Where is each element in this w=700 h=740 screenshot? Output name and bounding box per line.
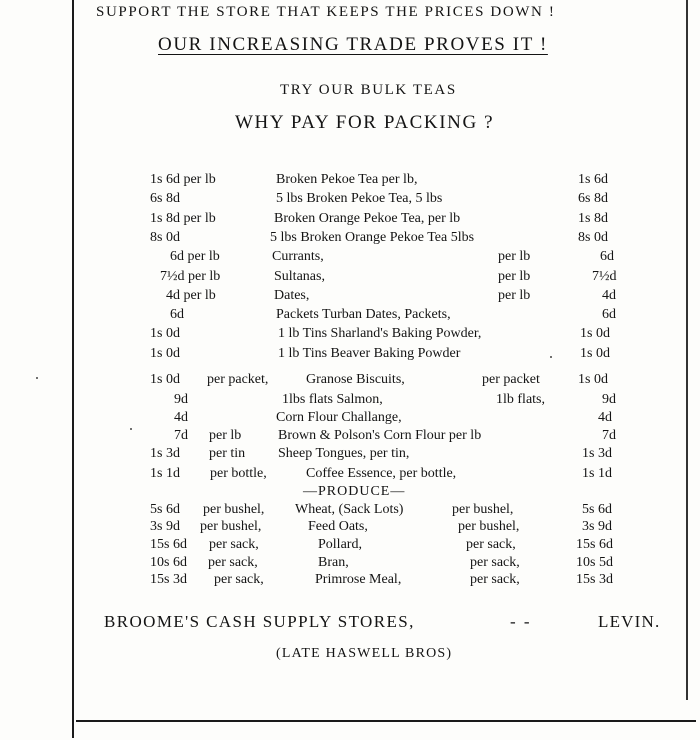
left-price: 1s 6d per lb: [150, 172, 216, 187]
store-town: LEVIN.: [598, 612, 661, 631]
left-unit: per bushel,: [203, 502, 265, 517]
item-description: Granose Biscuits,: [306, 372, 405, 387]
left-price: 1s 8d per lb: [150, 210, 216, 226]
late-owner-note: (LATE HASWELL BROS): [276, 646, 453, 661]
left-unit: per sack,: [208, 555, 258, 570]
left-column-rule: [72, 0, 74, 738]
left-price: 3s 9d: [150, 519, 180, 534]
produce-heading: —PRODUCE—: [303, 484, 406, 499]
left-price: 6s 8d: [150, 191, 180, 207]
unit-label: per lb: [498, 268, 531, 284]
price-row: [0, 326, 700, 342]
price-row: [0, 446, 700, 462]
item-description: Primrose Meal,: [315, 572, 402, 587]
price-row: [0, 428, 700, 444]
left-price: 4d: [174, 410, 188, 425]
item-description: Broken Orange Pekoe Tea, per lb: [274, 210, 461, 226]
left-unit: per lb: [209, 428, 242, 443]
item-description: Feed Oats,: [308, 519, 368, 534]
left-price: 6d: [170, 307, 184, 323]
item-description: Broken Pekoe Tea per lb,: [276, 172, 418, 187]
packing-headline: WHY PAY FOR PACKING ?: [235, 112, 495, 133]
footer-dashes: - -: [510, 612, 532, 631]
item-description: Corn Flour Challange,: [276, 410, 402, 425]
unit-label: per bushel,: [458, 519, 520, 534]
price-row: [0, 191, 700, 207]
right-price: 1s 3d: [582, 446, 612, 461]
price-row: [0, 230, 700, 246]
price-row: [0, 307, 700, 323]
bulk-teas-line: TRY OUR BULK TEAS: [280, 82, 457, 98]
item-description: Pollard,: [318, 537, 362, 552]
price-row: [0, 372, 700, 388]
bottom-rule: [76, 720, 696, 722]
unit-label: per lb: [498, 287, 531, 303]
item-description: 5 lbs Broken Orange Pekoe Tea 5lbs: [270, 229, 475, 245]
left-price: 1s 0d: [150, 372, 180, 387]
right-price: 1s 0d: [580, 345, 610, 361]
item-description: Dates,: [274, 287, 310, 303]
item-description: Currants,: [272, 249, 324, 265]
price-row: [0, 572, 700, 588]
right-price: 15s 6d: [576, 537, 613, 552]
price-row: [0, 346, 700, 362]
item-description: Sheep Tongues, per tin,: [278, 446, 410, 461]
item-description: Coffee Essence, per bottle,: [306, 466, 457, 481]
trade-headline: OUR INCREASING TRADE PROVES IT !: [158, 34, 548, 55]
left-price: 15s 3d: [150, 572, 187, 587]
unit-label: per sack,: [470, 572, 520, 587]
right-price: 1s 0d: [580, 326, 610, 342]
slogan-line: SUPPORT THE STORE THAT KEEPS THE PRICES DOWN !: [96, 4, 556, 20]
right-price: 6s 8d: [578, 191, 608, 207]
right-price: 4d: [602, 287, 616, 303]
price-row: [0, 288, 700, 304]
left-price: 4d per lb: [166, 287, 216, 303]
item-description: Brown & Polson's Corn Flour per lb: [278, 428, 482, 443]
price-row: [0, 466, 700, 482]
right-price: 7½d: [592, 268, 617, 284]
item-description: 1 lb Tins Beaver Baking Powder: [278, 345, 461, 361]
left-price: 5s 6d: [150, 502, 180, 517]
right-price: 10s 5d: [576, 555, 613, 570]
right-price: 4d: [598, 410, 612, 425]
right-price: 15s 3d: [576, 572, 613, 587]
left-unit: per bottle,: [210, 466, 267, 481]
unit-label: 1lb flats,: [496, 392, 545, 407]
unit-label: per sack,: [470, 555, 520, 570]
left-price: 15s 6d: [150, 537, 187, 552]
item-description: Sultanas,: [274, 268, 325, 284]
left-price: 1s 0d: [150, 345, 180, 361]
price-row: [0, 269, 700, 285]
right-price: 1s 8d: [578, 210, 608, 226]
left-unit: per bushel,: [200, 519, 262, 534]
left-unit: per sack,: [214, 572, 264, 587]
unit-label: per lb: [498, 249, 531, 265]
store-name: BROOME'S CASH SUPPLY STORES,: [104, 612, 415, 631]
left-price: 9d: [174, 392, 188, 407]
right-price: 6d: [602, 307, 616, 323]
price-row: [0, 519, 700, 535]
right-price: 1s 0d: [578, 372, 608, 387]
price-row: [0, 537, 700, 553]
left-price: 1s 3d: [150, 446, 180, 461]
unit-label: per packet: [482, 372, 540, 387]
right-price: 5s 6d: [582, 502, 612, 517]
price-row: [0, 211, 700, 227]
right-price: 1s 6d: [578, 172, 608, 187]
price-row: [0, 555, 700, 571]
item-description: Wheat, (Sack Lots): [295, 502, 404, 517]
left-price: 7d: [174, 428, 188, 443]
left-price: 7½d per lb: [160, 268, 221, 284]
unit-label: per bushel,: [452, 502, 514, 517]
left-price: 6d per lb: [170, 249, 220, 265]
right-price: 3s 9d: [582, 519, 612, 534]
item-description: 1 lb Tins Sharland's Baking Powder,: [278, 326, 482, 342]
price-row: [0, 392, 700, 408]
left-price: 10s 6d: [150, 555, 187, 570]
price-row: [0, 410, 700, 426]
unit-label: per sack,: [466, 537, 516, 552]
left-price: 1s 1d: [150, 466, 180, 481]
left-unit: per tin: [209, 446, 246, 461]
item-description: 5 lbs Broken Pekoe Tea, 5 lbs: [276, 191, 443, 207]
left-price: 8s 0d: [150, 229, 180, 245]
item-description: 1lbs flats Salmon,: [282, 392, 383, 407]
left-price: 1s 0d: [150, 326, 180, 342]
price-row: [0, 249, 700, 265]
right-price: 6d: [600, 249, 614, 265]
right-price: 9d: [602, 392, 616, 407]
item-description: Bran,: [318, 555, 349, 570]
right-price: 8s 0d: [578, 229, 608, 245]
left-unit: per sack,: [209, 537, 259, 552]
price-row: [0, 172, 700, 188]
price-row: [0, 502, 700, 518]
right-price: 7d: [602, 428, 616, 443]
item-description: Packets Turban Dates, Packets,: [276, 307, 451, 323]
right-price: 1s 1d: [582, 466, 612, 481]
left-unit: per packet,: [207, 372, 269, 387]
